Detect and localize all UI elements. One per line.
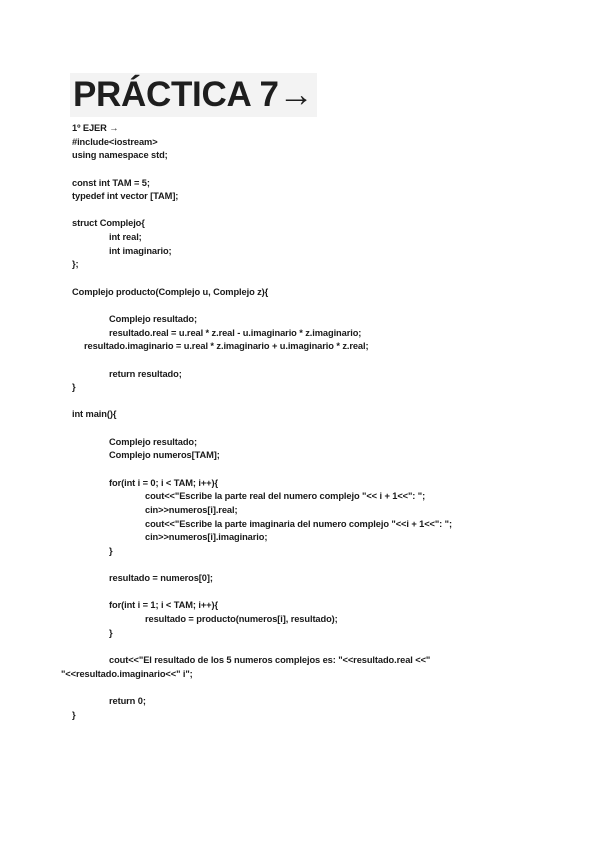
code-line: }; [72,259,79,270]
code-line: resultado = producto(numeros[i], resultado); [145,614,338,625]
code-line [72,163,572,177]
code-line [72,204,572,218]
code-line: struct Complejo{ [72,218,145,229]
code-line: using namespace std; [72,150,168,161]
code-line [72,299,572,313]
code-line: cout<<"Escribe la parte imaginaria del numero complejo "<<i + 1<<": "; [145,518,452,529]
code-line: cin>>numeros[i].real; [145,504,238,515]
code-line [72,559,572,573]
code-line: resultado.imaginario = u.real * z.imaginario + u.imaginario * z.real; [84,341,369,352]
code-block [61,122,572,722]
page-title: PRÁCTICA 7→ [73,75,314,114]
code-line [72,395,572,409]
code-line: "<<resultado.imaginario<<" i"; [61,668,193,679]
code-line: } [109,627,113,638]
code-line: resultado.real = u.real * z.real - u.imaginario * z.imaginario; [109,327,362,338]
code-line: cin>>numeros[i].imaginario; [145,532,268,543]
code-line: return resultado; [109,368,182,379]
code-line [72,422,572,436]
code-line: } [72,382,76,393]
code-line [72,586,572,600]
code-line: Complejo producto(Complejo u, Complejo z){ [72,286,269,297]
code-line: Complejo resultado; [109,436,197,447]
code-line: int real; [109,232,142,243]
code-line: #include<iostream> [72,136,158,147]
code-line: int imaginario; [109,245,172,256]
code-line: int main(){ [72,409,117,420]
code-line [72,640,572,654]
code-line: } [109,545,113,556]
code-line: typedef int vector [TAM]; [72,191,179,202]
code-line: 1º EJER → [72,123,119,133]
code-line [72,681,572,695]
code-line [72,272,572,286]
code-line [72,354,572,368]
code-line: } [72,709,76,720]
code-line: for(int i = 1; i < TAM; i++){ [109,600,219,611]
code-line: cout<<"Escribe la parte real del numero complejo "<< i + 1<<": "; [145,491,426,502]
code-line: return 0; [109,695,146,706]
code-line: cout<<"El resultado de los 5 numeros complejos es: "<<resultado.real <<" [109,654,431,665]
code-line: Complejo numeros[TAM]; [109,450,220,461]
code-line: const int TAM = 5; [72,177,150,188]
code-line: for(int i = 0; i < TAM; i++){ [109,477,219,488]
code-line: resultado = numeros[0]; [109,573,213,584]
code-line [72,463,572,477]
title-highlight [70,73,317,117]
code-line: Complejo resultado; [109,313,197,324]
